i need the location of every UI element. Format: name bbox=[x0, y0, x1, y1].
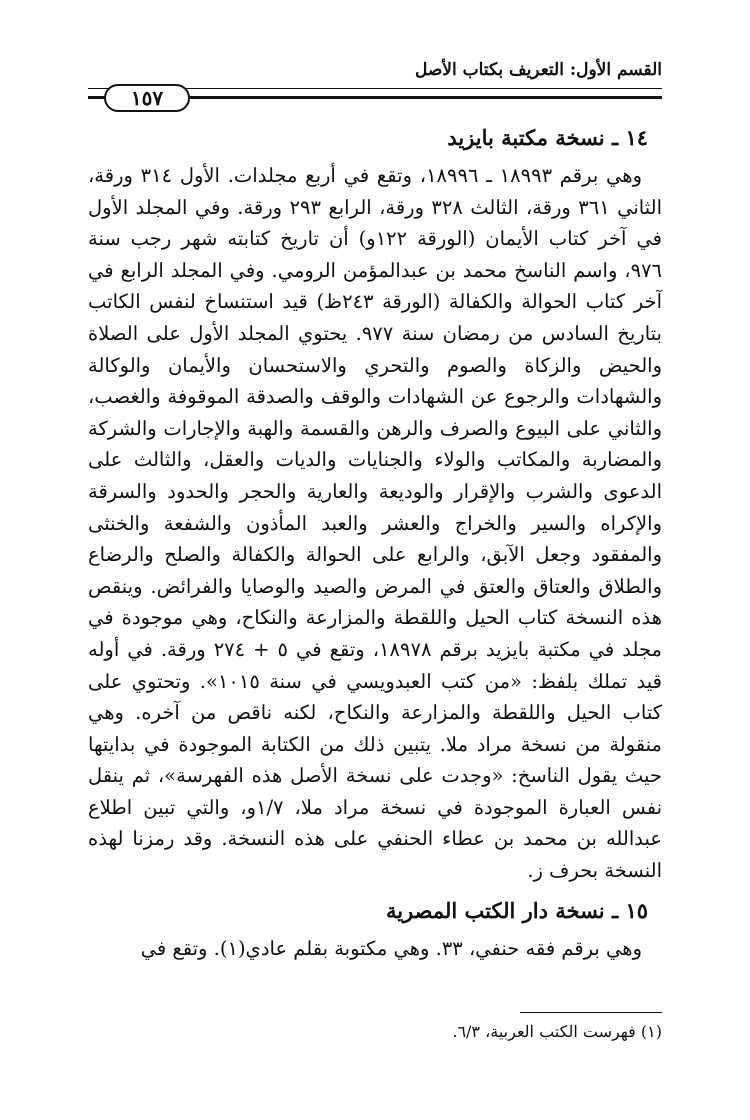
page-number-badge bbox=[104, 84, 190, 112]
running-header: القسم الأول: التعريف بكتاب الأصل bbox=[414, 60, 662, 80]
section-paragraph: وهي برقم ١٨٩٩٣ ـ ١٨٩٩٦، وتقع في أربع مجلدات. الأول ٣١٤ ورقة، الثاني ٣٦١ ورقة، الثالث ٣٢٨ ورقة، الرابع ٢٩٣ ورقة. وفي المجلد الأول في آخر كتاب الأيمان (الورقة ١٢٢و) أن تاريخ كتابته شهر رجب سنة ٩٧٦، واسم الناسخ محمد بن عبدالمؤمن الرومي. وفي المجلد الرابع في آخر كتاب الحوالة والكفالة (الورقة ٢٤٣ظ) قيد استنساخ لنفس الكاتب بتاريخ السادس من رمضان سنة ٩٧٧. يحتوي المجلد الأول على الصلاة والحيض والزكاة والصوم والتحري والاستحسان والأيمان والوكالة والشهادات والرجوع عن الشهادات والوقف والصدقة الموقوفة والغصب، والثاني على البيوع والصرف والرهن والقسمة والهبة والإجارات والشركة والمضاربة والمكاتب والولاء والجنايات والديات والعقل، والثالث على الدعوى والشرب والإقرار والوديعة والعارية والحجر والحدود والسرقة والإكراه والسير والخراج والعشر والعبد المأذون والشفعة والخنثى والمفقود وجعل الآبق، والرابع على الحوالة والكفالة والصلح والرضاع والطلاق والعتاق والعتق في المرض والصيد والوصايا والفرائض. وينقص هذه النسخة كتاب الحيل واللقطة والمزارعة والنكاح، وهي موجودة في مجلد في مكتبة بايزيد برقم ١٨٩٧٨، وتقع في ٥ + ٢٧٤ ورقة. في أوله قيد تملك بلفظ: «من كتب العبدويسي في سنة ١٠١٥». وتحتوي على كتاب الحيل واللقطة والمزارعة والنكاح، لكنه ناقص من آخره. وهي منقولة من نسخة مراد ملا. يتبين ذلك من الكتابة الموجودة في بدايتها حيث يقول الناسخ: «وجدت على نسخة الأصل هذه الفهرسة»، ثم ينقل نفس العبارة الموجودة في نسخة مراد ملا، ١/٧و، والتي تبين اطلاع عبدالله بن محمد بن عطاء الحنفي على هذه النسخة. وقد رمزنا لهذه النسخة بحرف ز. bbox=[88, 164, 663, 883]
page-content bbox=[88, 122, 662, 972]
section-heading: ١٤ ـ نسخة مكتبة بايزيد bbox=[447, 125, 648, 150]
footnote-rule bbox=[520, 1012, 662, 1013]
page-number: ١٥٧ bbox=[130, 86, 164, 110]
section-heading: ١٥ ـ نسخة دار الكتب المصرية bbox=[385, 897, 648, 923]
section-paragraph: وهي برقم فقه حنفي، ٣٣. وهي مكتوبة بقلم عادي(١). وتقع في bbox=[140, 936, 642, 960]
footnote: (١) فهرست الكتب العربية، ٦/٣. bbox=[452, 1022, 662, 1041]
